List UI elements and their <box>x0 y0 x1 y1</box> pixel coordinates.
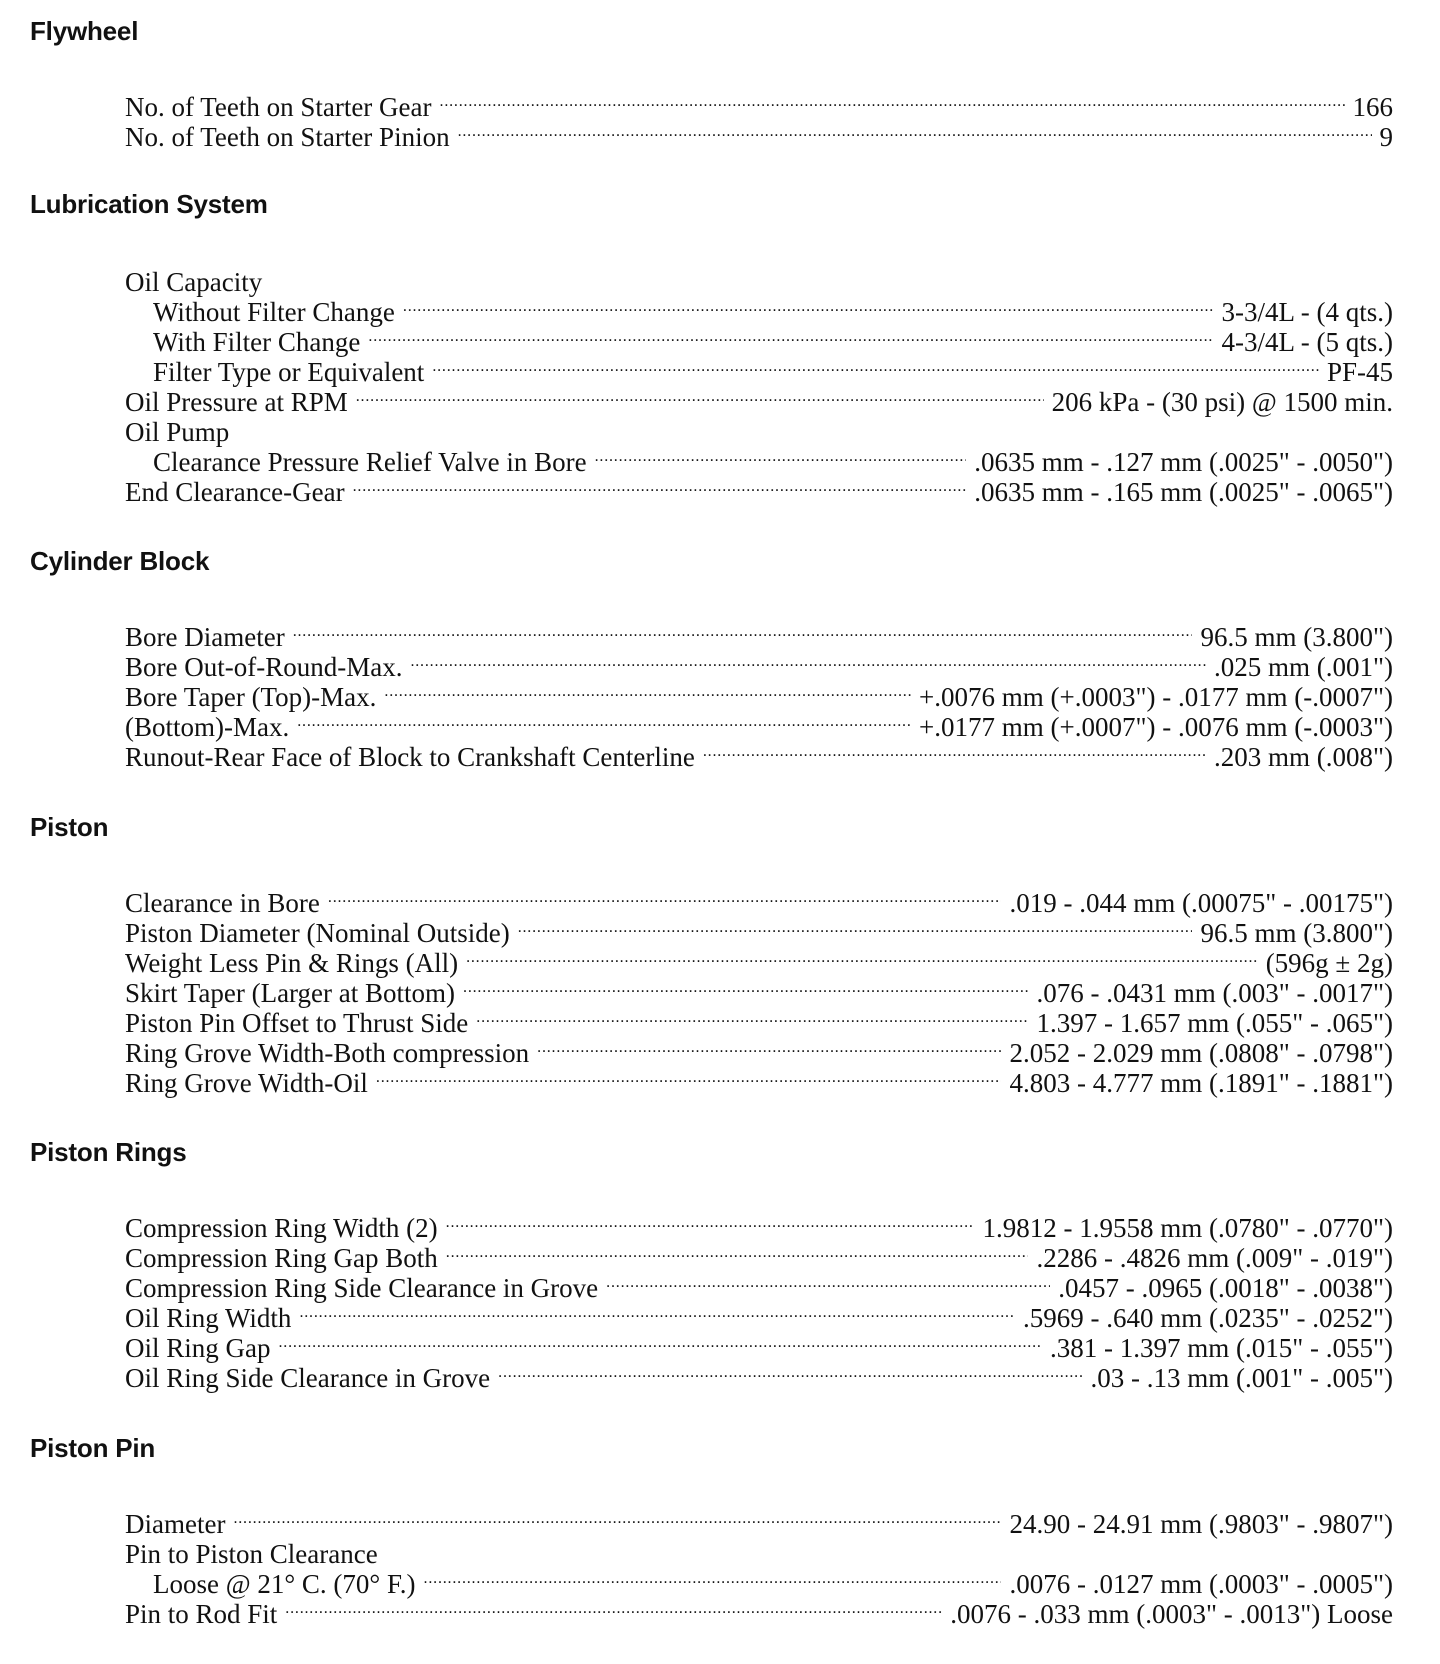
leader-dots <box>606 1267 1050 1297</box>
spec-row <box>153 1563 1393 1599</box>
leader-dots <box>285 1593 942 1623</box>
leader-dots <box>595 441 967 471</box>
spec-row <box>125 1267 1393 1303</box>
spec-row <box>125 972 1393 1008</box>
leader-dots <box>353 471 967 501</box>
spec-value: .0635 mm - .165 mm (.0025" - .0065") <box>974 477 1393 507</box>
spec-label: Filter Type or Equivalent <box>153 357 425 387</box>
spec-row <box>125 1533 1393 1569</box>
leader-dots <box>432 351 1319 381</box>
spec-label: Weight Less Pin & Rings (All) <box>125 948 459 978</box>
section-heading: Cylinder Block <box>30 546 210 576</box>
spec-row <box>153 441 1393 477</box>
leader-dots <box>446 1237 1029 1267</box>
spec-row <box>125 1207 1393 1243</box>
spec-value: +.0177 mm (+.0007") - .0076 mm (-.0003") <box>919 712 1393 742</box>
leader-dots <box>410 646 1206 676</box>
spec-value: (596g ± 2g) <box>1265 948 1393 978</box>
spec-label: Compression Ring Width (2) <box>125 1213 438 1243</box>
spec-label: Compression Ring Side Clearance in Grove <box>125 1273 599 1303</box>
leader-dots <box>458 116 1372 146</box>
spec-value: 1.397 - 1.657 mm (.055" - .065") <box>1036 1008 1393 1038</box>
spec-label: Bore Out-of-Round-Max. <box>125 652 403 682</box>
spec-label: Pin to Rod Fit <box>125 1599 278 1629</box>
spec-row <box>125 1237 1393 1273</box>
spec-value: .203 mm (.008") <box>1213 742 1393 772</box>
leader-dots <box>403 291 1214 321</box>
spec-row <box>125 736 1393 772</box>
section-heading: Piston <box>30 812 109 842</box>
leader-dots <box>279 1327 1042 1357</box>
spec-row <box>125 381 1393 417</box>
spec-value: .076 - .0431 mm (.003" - .0017") <box>1036 978 1393 1008</box>
spec-row <box>125 882 1393 918</box>
spec-label: Pin to Piston Clearance <box>125 1539 378 1569</box>
spec-label: No. of Teeth on Starter Pinion <box>125 122 450 152</box>
spec-row <box>153 321 1393 357</box>
spec-row <box>125 1327 1393 1363</box>
spec-row <box>125 86 1393 122</box>
section-heading: Lubrication System <box>30 189 268 219</box>
leader-dots <box>446 1207 975 1237</box>
spec-value: 9 <box>1379 122 1393 152</box>
spec-value: .5969 - .640 mm (.0235" - .0252") <box>1022 1303 1393 1333</box>
spec-row <box>125 616 1393 652</box>
spec-label: Bore Taper (Top)-Max. <box>125 682 377 712</box>
spec-value: 4.803 - 4.777 mm (.1891" - .1881") <box>1009 1068 1393 1098</box>
spec-label: Without Filter Change <box>153 297 395 327</box>
leader-dots <box>328 882 1002 912</box>
spec-row <box>125 1593 1393 1629</box>
spec-value: 24.90 - 24.91 mm (.9803" - .9807") <box>1009 1509 1393 1539</box>
leader-dots <box>384 676 911 706</box>
spec-value: 3-3/4L - (4 qts.) <box>1221 297 1393 327</box>
leader-dots <box>498 1357 1082 1387</box>
leader-dots <box>293 616 1193 646</box>
spec-row <box>125 471 1393 507</box>
spec-value: .0076 - .0127 mm (.0003" - .0005") <box>1009 1569 1393 1599</box>
spec-row <box>125 261 1393 297</box>
leader-dots <box>703 736 1206 766</box>
spec-row <box>125 646 1393 682</box>
spec-row <box>125 411 1393 447</box>
leader-dots <box>356 381 1044 411</box>
spec-label: Diameter <box>125 1509 226 1539</box>
leader-dots <box>476 1002 1028 1032</box>
spec-row <box>125 1503 1393 1539</box>
spec-label: Oil Ring Width <box>125 1303 292 1333</box>
spec-label: End Clearance-Gear <box>125 477 345 507</box>
spec-row <box>125 116 1393 152</box>
spec-row <box>125 1002 1393 1038</box>
leader-dots <box>537 1032 1001 1062</box>
section-heading: Piston Pin <box>30 1433 156 1463</box>
spec-value: .019 - .044 mm (.00075" - .00175") <box>1009 888 1393 918</box>
leader-dots <box>233 1503 1001 1533</box>
spec-row <box>153 351 1393 387</box>
leader-dots <box>466 942 1258 972</box>
leader-dots <box>424 1563 1002 1593</box>
spec-value: PF-45 <box>1326 357 1393 387</box>
spec-value: .025 mm (.001") <box>1213 652 1393 682</box>
spec-value: .0635 mm - .127 mm (.0025" - .0050") <box>974 447 1393 477</box>
spec-row <box>125 676 1393 712</box>
spec-label: Piston Pin Offset to Thrust Side <box>125 1008 469 1038</box>
section-heading: Piston Rings <box>30 1137 187 1167</box>
spec-label: Piston Diameter (Nominal Outside) <box>125 918 510 948</box>
spec-label: Oil Pressure at RPM <box>125 387 348 417</box>
spec-value: 96.5 mm (3.800") <box>1200 918 1393 948</box>
spec-label: Oil Ring Side Clearance in Grove <box>125 1363 491 1393</box>
leader-dots <box>463 972 1028 1002</box>
spec-row <box>153 291 1393 327</box>
spec-label: Runout-Rear Face of Block to Crankshaft Centerline <box>125 742 695 772</box>
spec-row <box>125 942 1393 978</box>
leader-dots <box>376 1062 1002 1092</box>
spec-label: Oil Capacity <box>125 267 263 297</box>
leader-dots <box>440 86 1345 116</box>
leader-dots <box>299 1297 1015 1327</box>
spec-label: With Filter Change <box>153 327 361 357</box>
spec-label: Skirt Taper (Larger at Bottom) <box>125 978 456 1008</box>
leader-dots <box>518 912 1193 942</box>
spec-value: 96.5 mm (3.800") <box>1200 622 1393 652</box>
spec-value: 1.9812 - 1.9558 mm (.0780" - .0770") <box>982 1213 1393 1243</box>
spec-label: Clearance in Bore <box>125 888 320 918</box>
spec-value: .0457 - .0965 (.0018" - .0038") <box>1058 1273 1393 1303</box>
spec-label: Oil Ring Gap <box>125 1333 271 1363</box>
spec-row <box>125 1297 1393 1333</box>
spec-value: 206 kPa - (30 psi) @ 1500 min. <box>1051 387 1393 417</box>
spec-label: Bore Diameter <box>125 622 285 652</box>
spec-value: .0076 - .033 mm (.0003" - .0013") Loose <box>950 1599 1393 1629</box>
section-heading: Flywheel <box>30 16 139 46</box>
spec-row <box>125 1357 1393 1393</box>
spec-label: (Bottom)-Max. <box>125 712 290 742</box>
spec-row <box>125 706 1393 742</box>
spec-value: .2286 - .4826 mm (.009" - .019") <box>1036 1243 1393 1273</box>
spec-label: Ring Grove Width-Both compression <box>125 1038 530 1068</box>
spec-value: 4-3/4L - (5 qts.) <box>1221 327 1393 357</box>
spec-label: Ring Grove Width-Oil <box>125 1068 368 1098</box>
spec-row <box>125 912 1393 948</box>
spec-label: Clearance Pressure Relief Valve in Bore <box>153 447 587 477</box>
leader-dots <box>368 321 1213 351</box>
spec-label: Loose @ 21° C. (70° F.) <box>153 1569 416 1599</box>
spec-label: Oil Pump <box>125 417 230 447</box>
spec-value: +.0076 mm (+.0003") - .0177 mm (-.0007") <box>919 682 1393 712</box>
spec-value: 166 <box>1352 92 1393 122</box>
spec-value: .381 - 1.397 mm (.015" - .055") <box>1049 1333 1393 1363</box>
spec-row <box>125 1062 1393 1098</box>
spec-label: No. of Teeth on Starter Gear <box>125 92 432 122</box>
spec-label: Compression Ring Gap Both <box>125 1243 438 1273</box>
spec-value: 2.052 - 2.029 mm (.0808" - .0798") <box>1009 1038 1393 1068</box>
spec-row <box>125 1032 1393 1068</box>
leader-dots <box>297 706 911 736</box>
spec-value: .03 - .13 mm (.001" - .005") <box>1090 1363 1393 1393</box>
